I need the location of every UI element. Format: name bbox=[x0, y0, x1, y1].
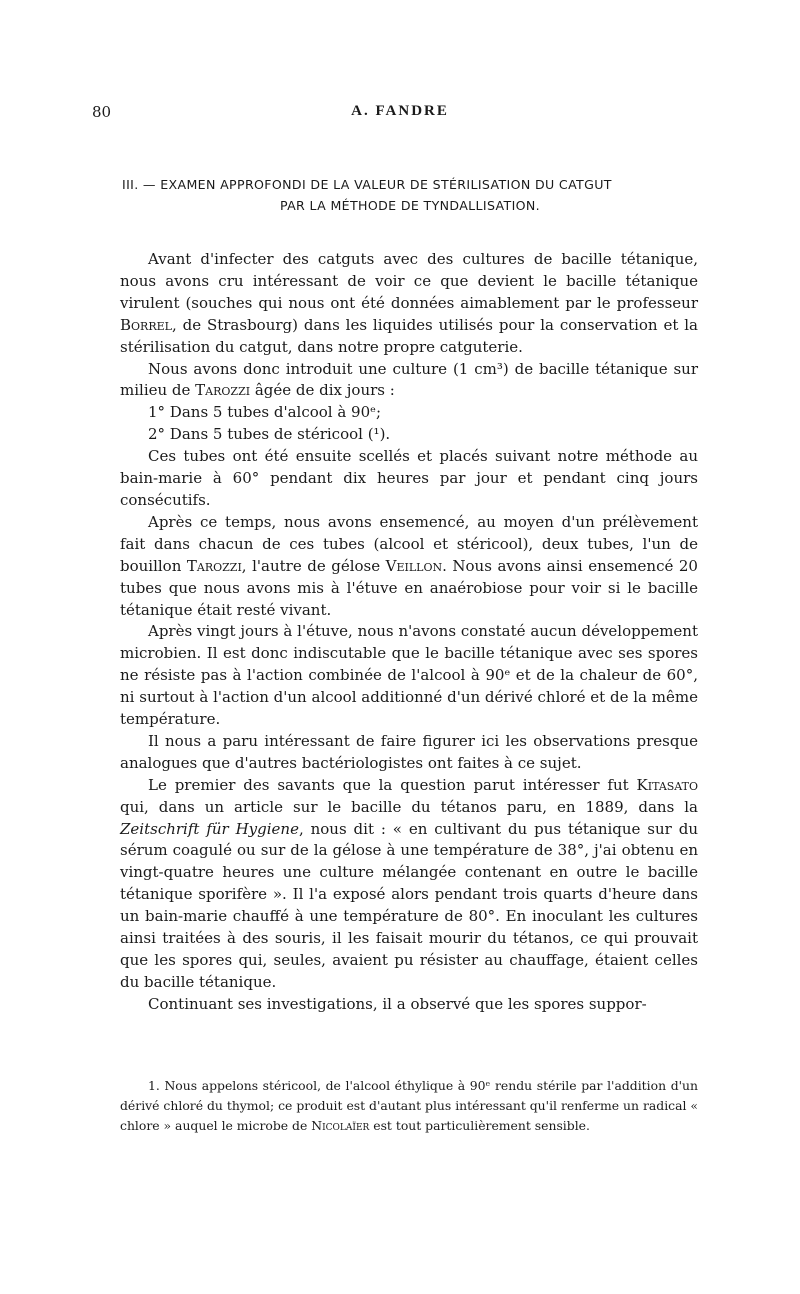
author-name: Veillon bbox=[385, 556, 443, 575]
author-name: Tarozzi bbox=[186, 556, 242, 575]
running-title: A. FANDRE bbox=[351, 103, 449, 119]
author-name: Tarozzi bbox=[195, 381, 251, 400]
section-title-line-1: III. — EXAMEN APPROFONDI DE LA VALEUR DE STÉRILISATION DU CATGUT bbox=[122, 177, 612, 192]
paragraph-6: Il nous a paru intéressant de faire figurer ici les observations presque analogues que d'autres bactériologistes ont faites à ce sujet. bbox=[120, 731, 698, 772]
running-head bbox=[92, 103, 708, 127]
journal-title: Zeitschrift für Hygiene bbox=[120, 819, 299, 838]
list-item: 2° Dans 5 tubes de stéricool (¹). bbox=[148, 425, 391, 444]
paragraph-7: Le premier des savants que la question parut intéresser fut Kitasato qui, dans un article sur le bacille du tétanos paru, en 1889, dans la Zeitschrift für Hygiene, nous dit : « en cultivant du pus tétanique sur du sérum coagulé ou sur de la gélose à une température de 38°, j'ai obtenu en vingt-quatre heures une culture mélangée contenant en outre le bacille tétanique sporifère ». Il l'a exposé alors pendant trois quarts d'heure dans un bain-marie chauffé à une température de 80°. En inoculant les cultures ainsi traitées à des souris, il les faisait mourir du tétanos, ce qui prouvait que les spores qui, seules, avaient pu résister au chauffage, étaient celles du bacille tétanique. bbox=[120, 775, 698, 991]
list-item: 1° Dans 5 tubes d'alcool à 90ᵉ; bbox=[148, 403, 382, 422]
body-text bbox=[120, 249, 698, 1016]
footnotes bbox=[120, 1076, 698, 1136]
section-title-line-2: PAR LA MÉTHODE DE TYNDALLISATION. bbox=[279, 198, 541, 213]
paragraph-1: Avant d'infecter des catguts avec des cultures de bacille tétanique, nous avons cru intéressant de voir ce que devient le bacille tétanique virulent (souches qui nous ont été données aimablement par le professeur Borrel, de Strasbourg) dans les liquides utilisés pour la conservation et la stérilisation du catgut, dans notre propre catguterie. bbox=[120, 250, 698, 356]
paragraph-3: Ces tubes ont été ensuite scellés et placés suivant notre méthode au bain-marie à 60° pendant dix heures par jour et pendant cinq jours consécutifs. bbox=[120, 447, 698, 509]
section-heading bbox=[122, 174, 698, 216]
paragraph-2: Nous avons donc introduit une culture (1 cm³) de bacille tétanique sur milieu de Tarozzi âgée de dix jours : bbox=[120, 359, 698, 400]
paragraph-8: Continuant ses investigations, il a observé que les spores suppor- bbox=[148, 994, 647, 1013]
paragraph-5: Après vingt jours à l'étuve, nous n'avons constaté aucun développement microbien. Il est donc indiscutable que le bacille tétanique avec ses spores ne résiste pas à l'action combinée de l'alcool à 90ᵉ et de la chaleur de 60°, ni surtout à l'action d'un alcool additionné d'un dérivé chloré et de la même température. bbox=[120, 622, 698, 729]
author-name: Nicolaïer bbox=[311, 1118, 370, 1133]
footnote-1: 1. Nous appelons stéricool, de l'alcool éthylique à 90ᵉ rendu stérile par l'addition d'un dérivé chloré du thymol; ce produit est d'autant plus intéressant qu'il renferme un radical « chlore » auquel le microbe de Nicolaïer est tout particulièrement sensible. bbox=[120, 1078, 698, 1133]
paragraph-4: Après ce temps, nous avons ensemencé, au moyen d'un prélèvement fait dans chacun de ces tubes (alcool et stéricool), deux tubes, l'un de bouillon Tarozzi, l'autre de gélose Veillon. Nous avons ainsi ensemencé 20 tubes que nous avons mis à l'étuve en anaérobiose pour voir si le bacille tétanique était resté vivant. bbox=[120, 512, 698, 619]
author-name: Kitasato bbox=[636, 775, 698, 794]
author-name: Borrel bbox=[120, 315, 172, 334]
page-number: 80 bbox=[92, 103, 112, 121]
